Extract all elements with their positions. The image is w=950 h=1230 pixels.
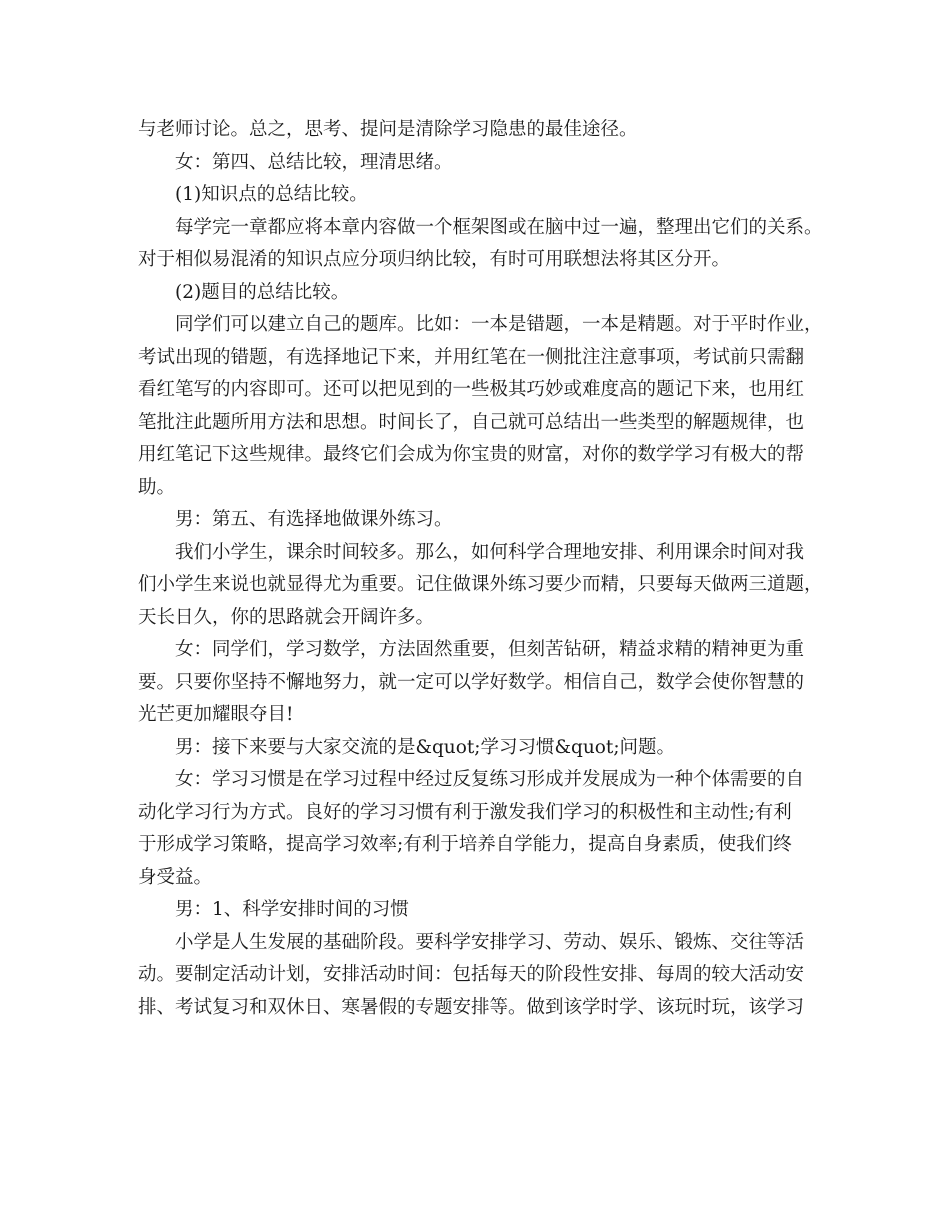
text-line: 天长日久，你的思路就会开阔许多。 [138,606,435,628]
text-line: 男：第五、有选择地做课外练习。 [175,509,453,530]
text-line: 排、考试复习和双休日、寒暑假的专题安排等。做到该学时学、该玩时玩，该学习 [138,996,805,1018]
text-line: 考试出现的错题，有选择地记下来，并用红笔在一侧批注注意事项，考试前只需翻 [138,346,805,368]
text-line: 女：同学们，学习数学，方法固然重要，但刻苦钻研，精益求精的精神更为重 [175,639,805,660]
text-line: 女：学习习惯是在学习过程中经过反复练习形成并发展成为一种个体需要的自 [175,769,805,790]
text-line: 光芒更加耀眼夺目! [138,704,294,725]
text-line: 男：接下来要与大家交流的是&quot;学习习惯&quot;问题。 [175,736,676,758]
text-line: 我们小学生，课余时间较多。那么，如何科学合理地安排、利用课余时间对我 [175,541,805,563]
text-line: 用红笔记下这些规律。最终它们会成为你宝贵的财富，对你的数学学习有极大的帮 [138,444,805,465]
text-line: 笔批注此题所用方法和思想。时间长了，自己就可总结出一些类型的解题规律，也 [138,411,805,433]
text-line: 助。 [138,476,176,498]
text-line: 女：第四、总结比较，理清思绪。 [175,151,453,173]
text-line: 看红笔写的内容即可。还可以把见到的一些极其巧妙或难度高的题记下来，也用红 [138,379,805,400]
text-line: 同学们可以建立自己的题库。比如：一本是错题，一本是精题。对于平时作业， [175,314,823,335]
text-line: 要。只要你坚持不懈地努力，就一定可以学好数学。相信自己，数学会使你智慧的 [138,671,805,693]
text-line: 动化学习行为方式。良好的学习习惯有利于激发我们学习的积极性和主动性;有利 [138,801,792,823]
text-line: 动。要制定活动计划，安排活动时间：包括每天的阶段性安排、每周的较大活动安 [138,964,805,985]
text-line: 对于相似易混淆的知识点应分项归纳比较，有时可用联想法将其区分开。 [138,249,731,270]
text-line: (2)题目的总结比较。 [175,281,350,303]
text-line: 每学完一章都应将本章内容做一个框架图或在脑中过一遍，整理出它们的关系。 [175,216,823,238]
document-body [138,114,828,1024]
text-line: 们小学生来说也就显得尤为重要。记住做课外练习要少而精，只要每天做两三道题， [138,574,823,595]
text-line: 小学是人生发展的基础阶段。要科学安排学习、劳动、娱乐、锻炼、交往等活 [175,931,805,953]
text-line: 身受益。 [138,866,213,888]
text-line: (1)知识点的总结比较。 [175,184,368,205]
text-line: 男：1、科学安排时间的习惯 [175,899,409,920]
text-line: 于形成学习策略，提高学习效率;有利于培养自学能力，提高自身素质，使我们终 [138,834,792,855]
text-line: 与老师讨论。总之，思考、提问是清除学习隐患的最佳途径。 [138,119,638,140]
